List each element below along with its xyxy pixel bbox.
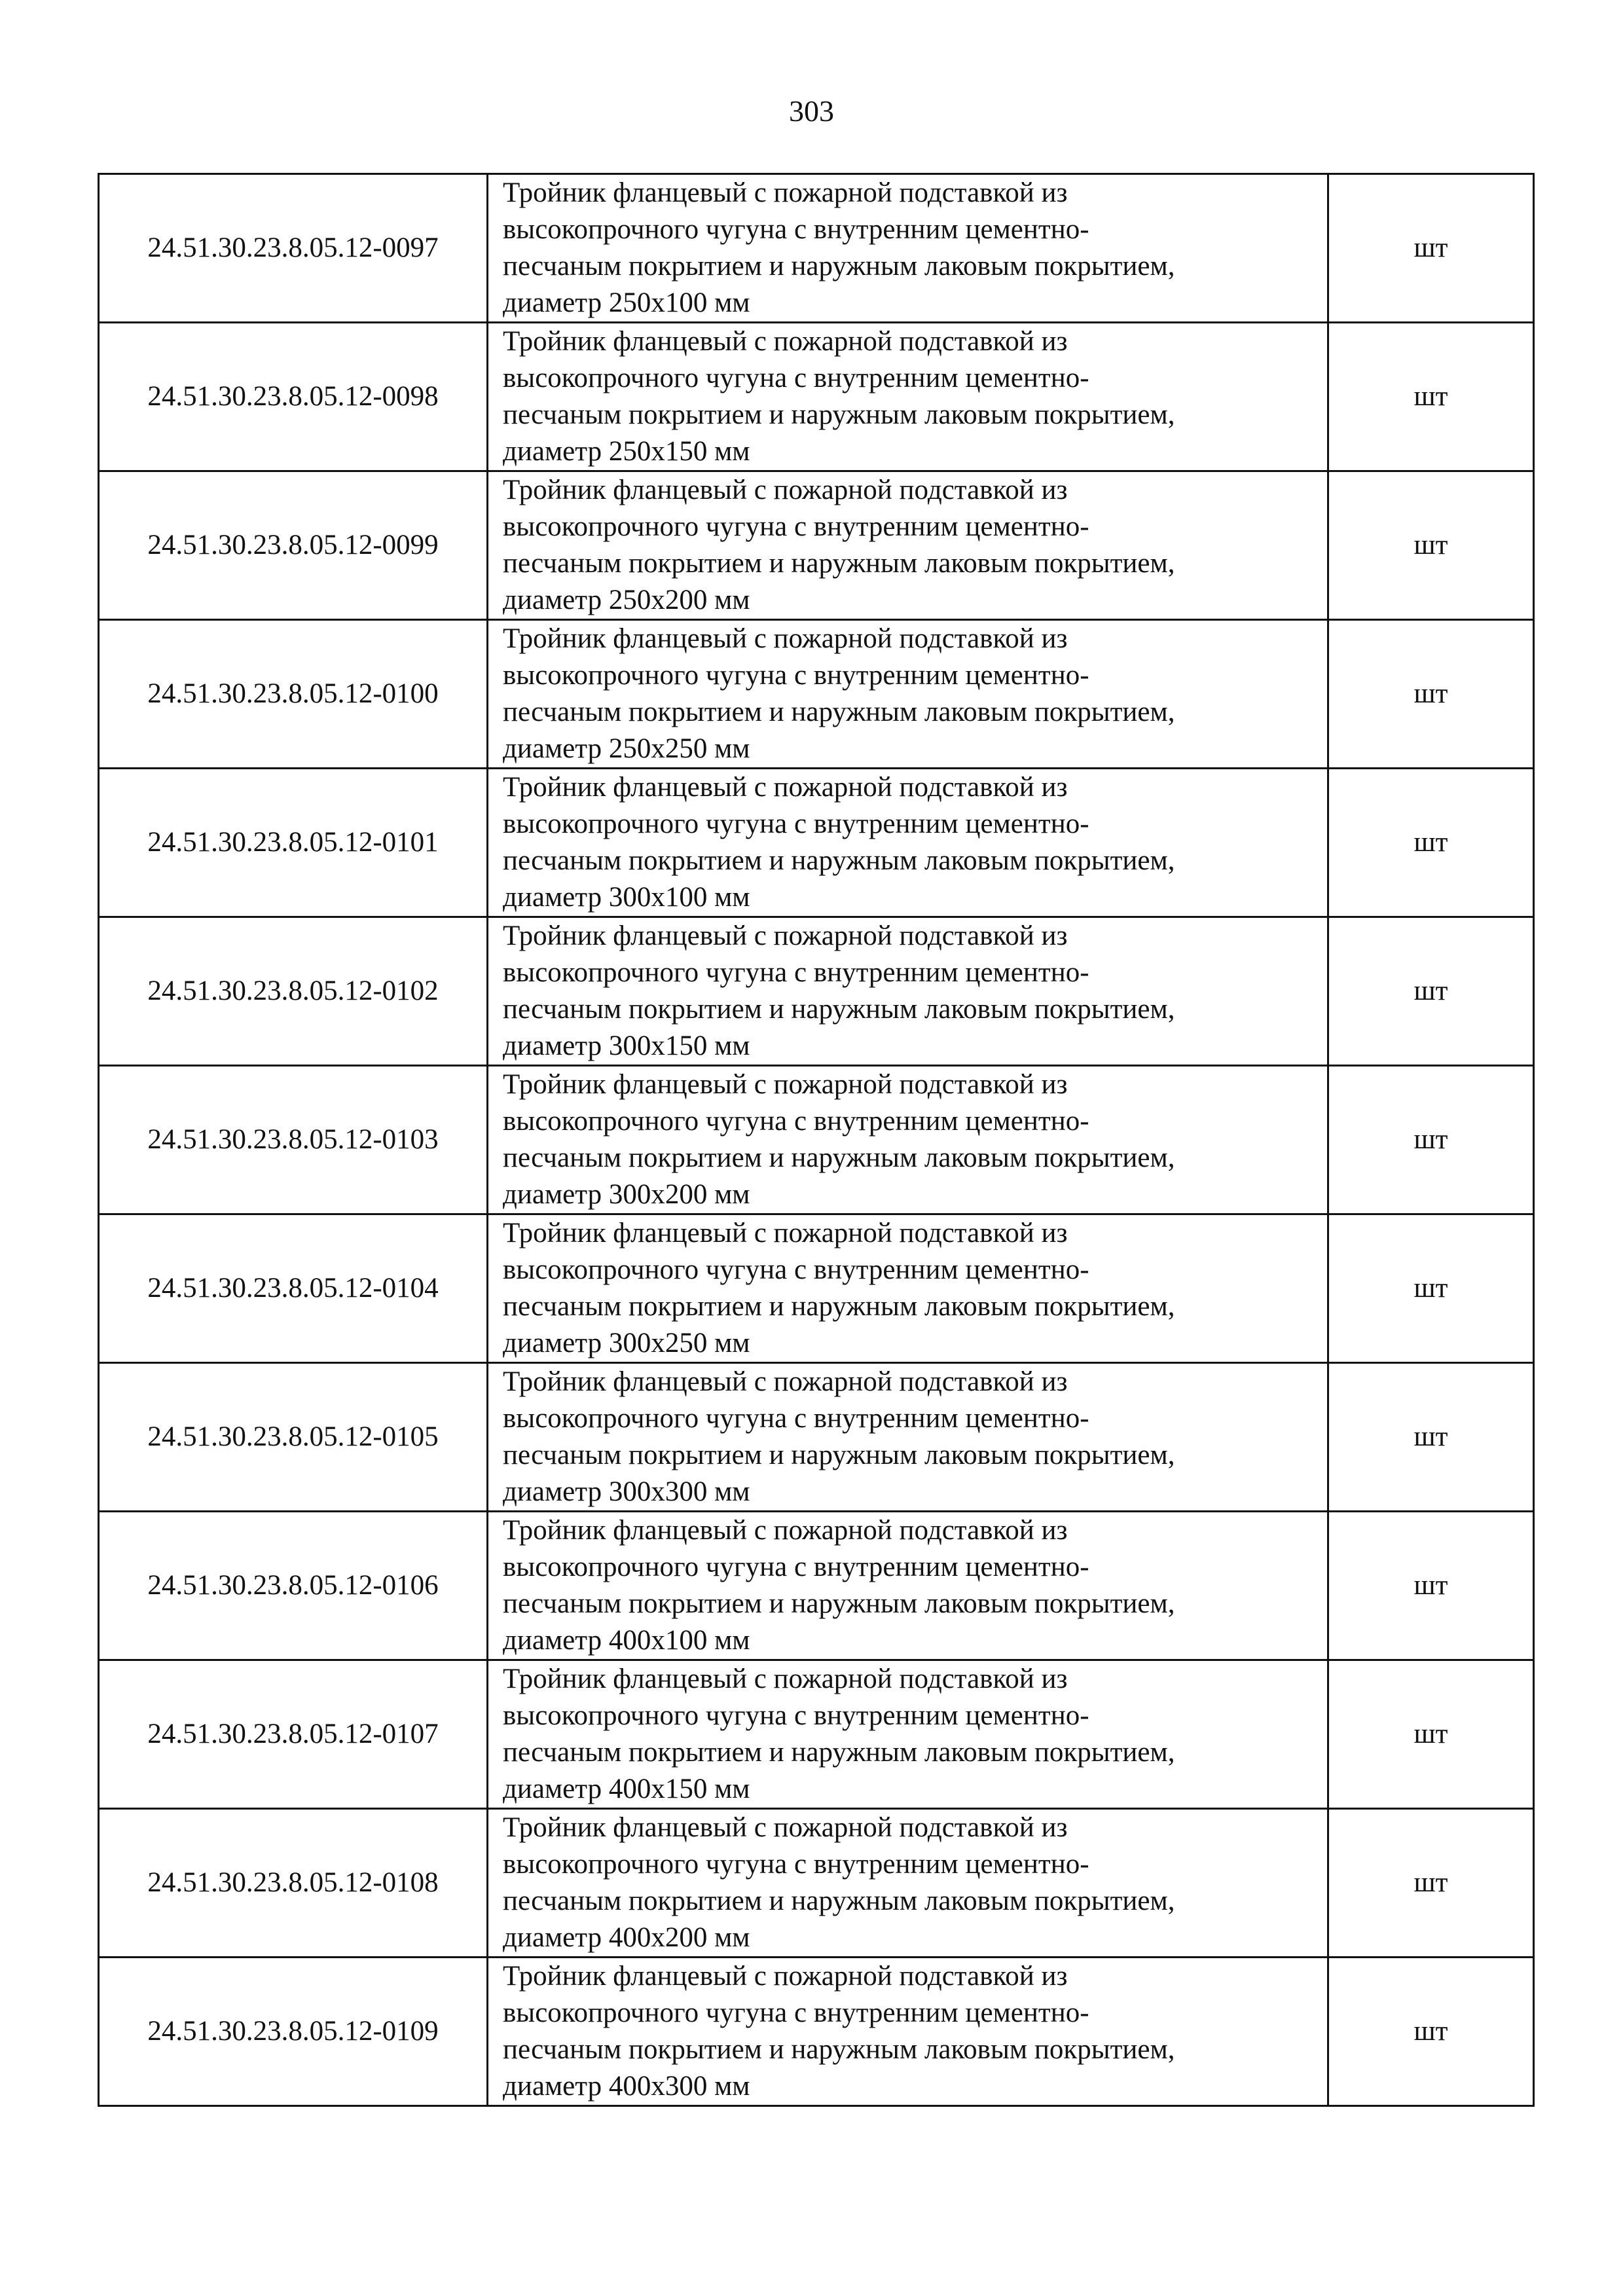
item-code: 24.51.30.23.8.05.12-0108 [99,1809,488,1958]
item-code: 24.51.30.23.8.05.12-0099 [99,471,488,620]
item-description: Тройник фланцевый с пожарной подставкой из высокопрочного чугуна с внутренним цементно- песчаным покрытием и наружным лаковым покрытием, диаметр 250х150 мм [503,326,1175,467]
item-code: 24.51.30.23.8.05.12-0102 [99,917,488,1066]
item-unit: шт [1328,471,1534,620]
item-description: Тройник фланцевый с пожарной подставкой из высокопрочного чугуна с внутренним цементно- песчаным покрытием и наружным лаковым покрытием, диаметр 300х100 мм [503,772,1175,913]
table-row [99,1363,1534,1512]
item-code: 24.51.30.23.8.05.12-0101 [99,769,488,917]
item-description-cell [488,1066,1328,1214]
item-code: 24.51.30.23.8.05.12-0097 [99,174,488,323]
item-description: Тройник фланцевый с пожарной подставкой из высокопрочного чугуна с внутренним цементно- песчаным покрытием и наружным лаковым покрытием, диаметр 400х300 мм [503,1961,1175,2102]
page-number: 303 [789,94,834,128]
table-row [99,1512,1534,1660]
item-description-cell [488,1660,1328,1809]
item-unit: шт [1328,769,1534,917]
item-unit: шт [1328,1363,1534,1512]
item-code: 24.51.30.23.8.05.12-0106 [99,1512,488,1660]
item-unit: шт [1328,1214,1534,1363]
item-code: 24.51.30.23.8.05.12-0100 [99,620,488,769]
item-unit: шт [1328,323,1534,471]
item-description-cell [488,1958,1328,2106]
item-code: 24.51.30.23.8.05.12-0107 [99,1660,488,1809]
catalog-table [98,173,1535,2107]
item-description-cell [488,620,1328,769]
item-unit: шт [1328,174,1534,323]
item-description: Тройник фланцевый с пожарной подставкой из высокопрочного чугуна с внутренним цементно- песчаным покрытием и наружным лаковым покрытием, диаметр 300х150 мм [503,920,1175,1061]
item-description-cell [488,917,1328,1066]
item-unit: шт [1328,917,1534,1066]
item-description-cell [488,1809,1328,1958]
table-row [99,1214,1534,1363]
item-description-cell [488,769,1328,917]
item-code: 24.51.30.23.8.05.12-0104 [99,1214,488,1363]
item-description-cell [488,174,1328,323]
table-row [99,1809,1534,1958]
item-description: Тройник фланцевый с пожарной подставкой из высокопрочного чугуна с внутренним цементно- песчаным покрытием и наружным лаковым покрытием, диаметр 250х250 мм [503,623,1175,764]
table-row [99,917,1534,1066]
item-description: Тройник фланцевый с пожарной подставкой из высокопрочного чугуна с внутренним цементно- песчаным покрытием и наружным лаковым покрытием, диаметр 300х300 мм [503,1366,1175,1507]
item-description: Тройник фланцевый с пожарной подставкой из высокопрочного чугуна с внутренним цементно- песчаным покрытием и наружным лаковым покрытием, диаметр 400х200 мм [503,1812,1175,1953]
item-unit: шт [1328,1809,1534,1958]
table-row [99,1958,1534,2106]
item-unit: шт [1328,1512,1534,1660]
item-code: 24.51.30.23.8.05.12-0103 [99,1066,488,1214]
item-code: 24.51.30.23.8.05.12-0098 [99,323,488,471]
item-description-cell [488,1214,1328,1363]
table-row [99,174,1534,323]
item-description-cell [488,1512,1328,1660]
item-unit: шт [1328,1066,1534,1214]
item-description-cell [488,1363,1328,1512]
item-description-cell [488,323,1328,471]
item-unit: шт [1328,620,1534,769]
item-unit: шт [1328,1660,1534,1809]
table-row [99,1066,1534,1214]
item-code: 24.51.30.23.8.05.12-0109 [99,1958,488,2106]
item-description: Тройник фланцевый с пожарной подставкой из высокопрочного чугуна с внутренним цементно- песчаным покрытием и наружным лаковым покрытием, диаметр 250х100 мм [503,177,1175,318]
item-unit: шт [1328,1958,1534,2106]
item-description: Тройник фланцевый с пожарной подставкой из высокопрочного чугуна с внутренним цементно- песчаным покрытием и наружным лаковым покрытием, диаметр 400х150 мм [503,1664,1175,1804]
item-description-cell [488,471,1328,620]
item-description: Тройник фланцевый с пожарной подставкой из высокопрочного чугуна с внутренним цементно- песчаным покрытием и наружным лаковым покрытием, диаметр 300х200 мм [503,1069,1175,1210]
item-description: Тройник фланцевый с пожарной подставкой из высокопрочного чугуна с внутренним цементно- песчаным покрытием и наружным лаковым покрытием, диаметр 300х250 мм [503,1218,1175,1358]
table-row [99,471,1534,620]
table-row [99,1660,1534,1809]
table-row [99,769,1534,917]
item-description: Тройник фланцевый с пожарной подставкой из высокопрочного чугуна с внутренним цементно- песчаным покрытием и наружным лаковым покрытием, диаметр 250х200 мм [503,475,1175,615]
item-code: 24.51.30.23.8.05.12-0105 [99,1363,488,1512]
item-description: Тройник фланцевый с пожарной подставкой из высокопрочного чугуна с внутренним цементно- песчаным покрытием и наружным лаковым покрытием, диаметр 400х100 мм [503,1515,1175,1656]
table-row [99,323,1534,471]
table-row [99,620,1534,769]
